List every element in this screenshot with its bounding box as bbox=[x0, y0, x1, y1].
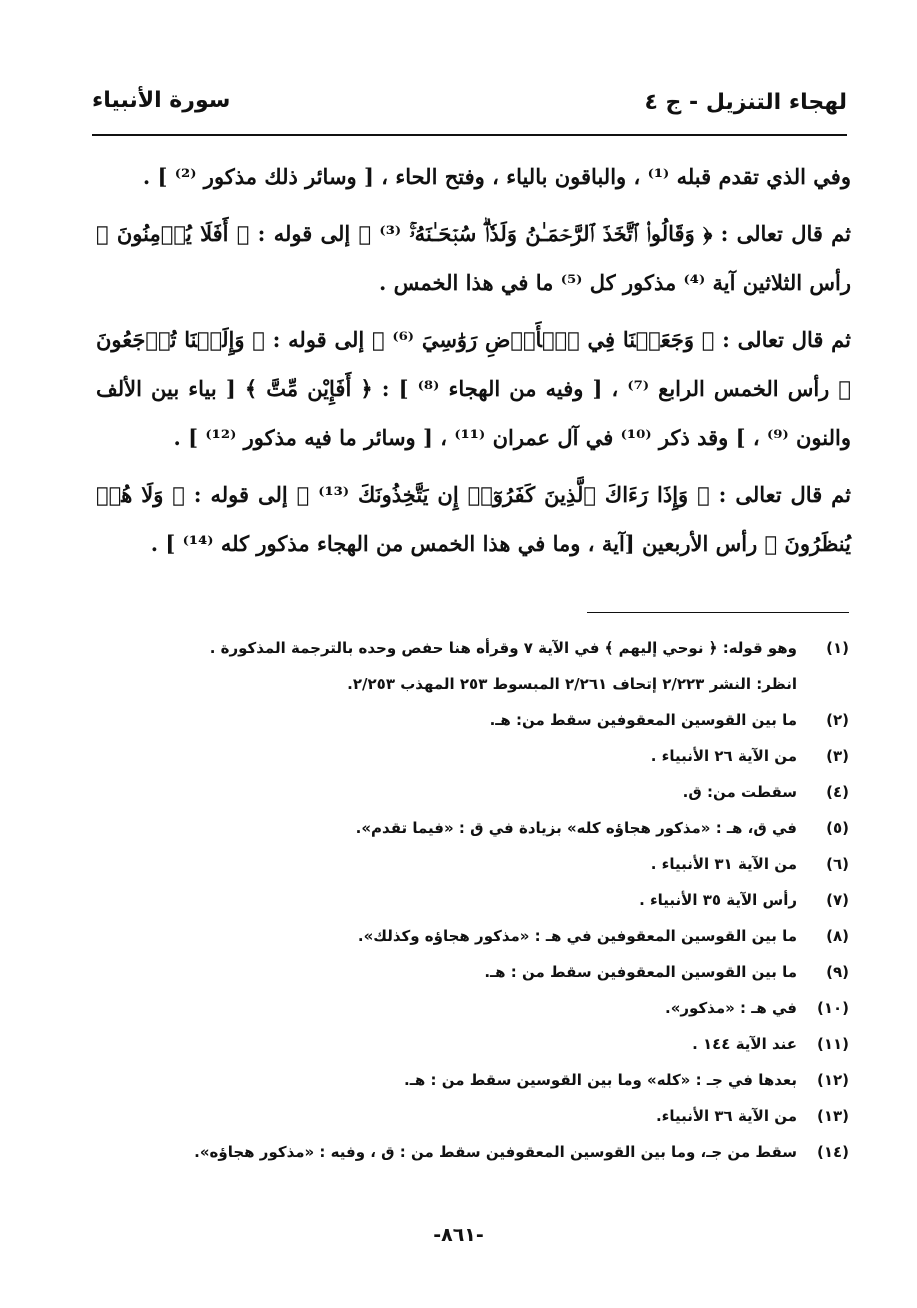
footnote-number: (٩) bbox=[826, 963, 849, 981]
footnote-number: (٤) bbox=[826, 783, 849, 801]
page-number: -٨٦١- bbox=[433, 1224, 484, 1246]
footnote-1-continuation: انظر: النشر ٢/٢٢٣ إتحاف ٢/٢٦١ المبسوط ٢٥٣ المهذب ٢/٢٥٣. bbox=[347, 675, 797, 693]
footnote-14 bbox=[96, 1134, 849, 1170]
footnote-divider bbox=[587, 612, 849, 613]
footnote-number: (٥) bbox=[826, 819, 849, 837]
book-title: لهجاء التنزيل - ج ٤ bbox=[644, 90, 847, 115]
footnote-3 bbox=[96, 738, 849, 774]
footnote-text: من الآية ٣٦ الأنبياء. bbox=[655, 1107, 797, 1125]
paragraph-1: وفي الذي تقدم قبله ⁽¹⁾ ، والباقون بالياء ، وفتح الحاء ، [ وسائر ذلك مذكور ⁽²⁾ ] . bbox=[142, 164, 851, 189]
footnote-text: سقط من جـ، وما بين القوسين المعقوفين سقط من : ق ، وفيه : «مذكور هجاؤه». bbox=[194, 1143, 797, 1161]
footnote-number: (٣) bbox=[826, 747, 849, 765]
paragraph-3: ثم قال تعالى : ﴿ وَجَعَلۡنَا فِي ٱلۡأَرۡضِ رَوَٰسِيَ ⁽⁶⁾ ﴾ إلى قوله : ﴿ وَإِلَيۡنَا تُرۡجَعُونَ ﴾ رأس الخمس الرابع ⁽⁷⁾ ، [ وفيه من الهجاء ⁽⁸⁾ ] : ﴿ أَفَإِيْن مِّتَّ ﴾ [ بياء بين الألف والنون ⁽⁹⁾ ، ] وقد ذكر ⁽¹⁰⁾ في آل عمران ⁽¹¹⁾ ، [ وسائر ما فيه مذكور ⁽¹²⁾ ] . bbox=[96, 327, 852, 450]
paragraph-4: ثم قال تعالى : ﴿ وَإِذَا رَءَاكَ ٱلَّذِينَ كَفَرُوٓا۟ إِن يَتَّخِذُونَكَ ⁽¹³⁾ ﴾ إلى قوله : ﴿ وَلَا هُمۡ يُنظَرُونَ ﴾ رأس الأربعين [آية ، وما في هذا الخمس من الهجاء مذكور كله ⁽¹⁴⁾ ] . bbox=[96, 482, 851, 556]
surah-title: سورة الأنبياء bbox=[92, 88, 231, 113]
paragraph-2: ثم قال تعالى : ﴿ وَقَالُوا۟ ٱتَّخَذَ ٱلرَّحۡمَـٰنُ وَلَدٗاۗ سُبۡحَـٰنَهُۥۚ ⁽³⁾ ﴾ إلى قوله : ﴿ أَفَلَا يُؤۡمِنُونَ ﴾ رأس الثلاثين آية ⁽⁴⁾ مذكور كل ⁽⁵⁾ ما في هذا الخمس . bbox=[96, 221, 851, 295]
footnote-2 bbox=[96, 702, 849, 738]
footnote-6 bbox=[96, 846, 849, 882]
footnote-4 bbox=[96, 774, 849, 810]
footnote-text: في ق، هـ : «مذكور هجاؤه كله» بزيادة في ق : «فيما تقدم». bbox=[355, 819, 797, 837]
main-text bbox=[96, 152, 851, 576]
footnote-number: (٢) bbox=[826, 711, 849, 729]
running-header bbox=[92, 84, 847, 128]
footnote-11 bbox=[96, 1026, 849, 1062]
footnotes bbox=[96, 630, 849, 1170]
footnote-text: في هـ : «مذكور». bbox=[665, 999, 797, 1017]
footnote-7 bbox=[96, 882, 849, 918]
footnote-number: (١١) bbox=[816, 1035, 849, 1053]
footnote-text: من الآية ٢٦ الأنبياء . bbox=[650, 747, 797, 765]
header-divider bbox=[92, 134, 847, 136]
footnote-5 bbox=[96, 810, 849, 846]
footnote-12 bbox=[96, 1062, 849, 1098]
footnote-9 bbox=[96, 954, 849, 990]
footnote-text: من الآية ٣١ الأنبياء . bbox=[650, 855, 797, 873]
footnote-10 bbox=[96, 990, 849, 1026]
footnote-text: عند الآية ١٤٤ . bbox=[692, 1035, 797, 1053]
footnote-text: وهو قوله: ﴿ نوحي إليهم ﴾ في الآية ٧ وقرأه هنا حفص وحده بالترجمة المذكورة . bbox=[209, 639, 797, 657]
footnote-number: (١٢) bbox=[816, 1071, 849, 1089]
footnote-number: (٦) bbox=[826, 855, 849, 873]
footnote-8 bbox=[96, 918, 849, 954]
footnote-text: ما بين القوسين المعقوفين سقط من : هـ. bbox=[484, 963, 797, 981]
footnote-text: سقطت من: ق. bbox=[682, 783, 797, 801]
footnote-number: (١٠) bbox=[816, 999, 849, 1017]
footnote-number: (٨) bbox=[826, 927, 849, 945]
footnote-13 bbox=[96, 1098, 849, 1134]
footnote-text: بعدها في جـ : «كله» وما بين القوسين سقط من : هـ. bbox=[404, 1071, 797, 1089]
footnote-number: (١٣) bbox=[816, 1107, 849, 1125]
footnote-number: (١) bbox=[826, 639, 849, 657]
footnote-1 bbox=[96, 630, 849, 666]
footnote-number: (٧) bbox=[826, 891, 849, 909]
footnote-number: (١٤) bbox=[816, 1143, 849, 1161]
footnote-text: ما بين القوسين المعقوفين في هـ : «مذكور هجاؤه وكذلك». bbox=[357, 927, 797, 945]
footnote-text: ما بين القوسين المعقوفين سقط من: هـ. bbox=[489, 711, 797, 729]
footnote-text: رأس الآية ٣٥ الأنبياء . bbox=[639, 891, 797, 909]
